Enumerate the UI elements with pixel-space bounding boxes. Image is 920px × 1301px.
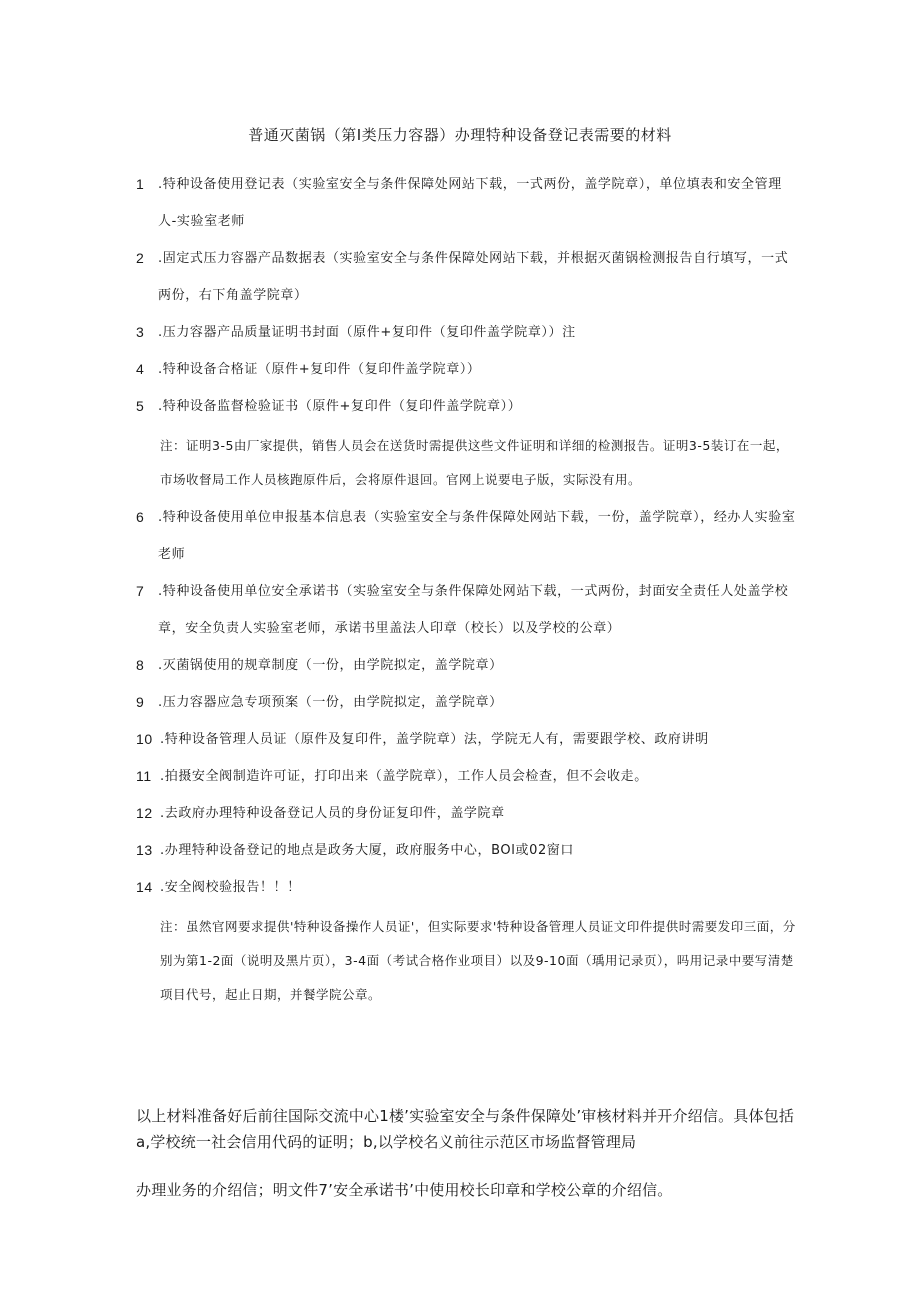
- list-item: [136, 314, 796, 351]
- item-number: 12: [136, 805, 153, 821]
- item-number: 6: [136, 509, 145, 525]
- item-text: .去政府办理特种设备登记人员的身份证复印件，盖学院章: [160, 806, 505, 821]
- list-item: [136, 388, 796, 425]
- closing-paragraph: 以上材料准备好后前往国际交流中心1楼’实验室安全与条件保障处’审核材料并开介绍信。具体包括a,学校统一社会信用代码的证明；b,以学校名义前往示范区市场监督管理局: [136, 1107, 795, 1151]
- item-text: .拍摄安全阀制造许可证，打印出来（盖学院章），工作人员会检查，但不会收走。: [160, 769, 648, 784]
- item-text: .办理特种设备登记的地点是政务大厦，政府服务中心，BOl或02窗口: [160, 843, 575, 858]
- item-number: 2: [136, 250, 145, 266]
- list-item: [136, 499, 796, 573]
- item-text: .特种设备使用登记表（实验室安全与条件保障处网站下载，一式两份，盖学院章），单位填表和安全管理人-实验室老师: [158, 177, 782, 229]
- list-item: [136, 647, 796, 684]
- item-number: 4: [136, 361, 145, 377]
- list-item: [136, 869, 796, 906]
- item-number: 5: [136, 398, 145, 414]
- material-list: [136, 166, 796, 1014]
- item-number: 10: [136, 731, 153, 747]
- item-text: .特种设备使用单位安全承诺书（实验室安全与条件保障处网站下载，一式两份，封面安全责任人处盖学校章，安全负责人实验室老师，承诺书里盖法人印章（校长）以及学校的公章）: [158, 584, 789, 636]
- item-number: 13: [136, 842, 153, 858]
- list-item: [136, 721, 796, 758]
- item-text: .特种设备使用单位申报基本信息表（实验室安全与条件保障处网站下载，一份，盖学院章），经办人实验室老师: [158, 510, 796, 562]
- item-text: .安全阀校验报告！！！: [160, 880, 301, 895]
- item-text: .压力容器产品质量证明书封面（原件+复印件（复印件盖学院章））注: [158, 325, 576, 340]
- item-number: 9: [136, 694, 145, 710]
- list-item: [136, 684, 796, 721]
- list-item: [136, 573, 796, 647]
- item-text: .特种设备合格证（原件+复印件（复印件盖学院章））: [158, 362, 481, 377]
- item-text: .固定式压力容器产品数据表（实验室安全与条件保障处网站下载，并根据灭菌锅检测报告自行填写，一式两份，右下角盖学院章）: [158, 251, 789, 303]
- item-number: 8: [136, 657, 145, 673]
- list-item: [136, 795, 796, 832]
- item-text: .压力容器应急专项预案（一份，由学院拟定，盖学院章）: [158, 695, 503, 710]
- item-number: 1: [136, 176, 145, 192]
- document-title: 普通灭菌锅（第Ⅰ类压力容器）办理特种设备登记表需要的材料: [248, 126, 672, 144]
- list-item: [136, 832, 796, 869]
- item-number: 7: [136, 583, 145, 599]
- item-number: 3: [136, 324, 145, 340]
- list-item: [136, 758, 796, 795]
- item-text: .特种设备管理人员证（原件及复印件，盖学院章）法，学院无人有，需要跟学校、政府讲明: [160, 732, 709, 747]
- closing-paragraph-continued: 办理业务的介绍信；明文件7’安全承诺书’中使用校长印章和学校公章的介绍信。: [136, 1181, 673, 1199]
- list-item: [136, 351, 796, 388]
- item-text: .灭菌锅使用的规章制度（一份，由学院拟定，盖学院章）: [158, 658, 503, 673]
- item-number: 11: [136, 768, 152, 784]
- note-certificates: 注：证明3-5由厂家提供，销售人员会在送货时需提供这些文件证明和详细的检测报告。证明3-5装订在一起，市场收督局工作人员核跑原件后，会将原件退回。官网上说要电子版，实际没有用。: [160, 438, 789, 487]
- note-personnel-certificate: 注：虽然官网要求提供'特种设备操作人员证'，但实际要求'特种设备管理人员证文印件提供时需要发印三面，分别为第1-2面（说明及黑片页），3-4面（考试合格作业项目）以及9-10面（瑀用记录页），吗用记录中要写清楚项目代号，起止日期，并餐学院公章。: [160, 919, 796, 1002]
- item-number: 14: [136, 879, 153, 895]
- list-item: [136, 166, 796, 240]
- item-text: .特种设备监督检验证书（原件+复印件（复印件盖学院章））: [158, 399, 522, 414]
- list-item: [136, 240, 796, 314]
